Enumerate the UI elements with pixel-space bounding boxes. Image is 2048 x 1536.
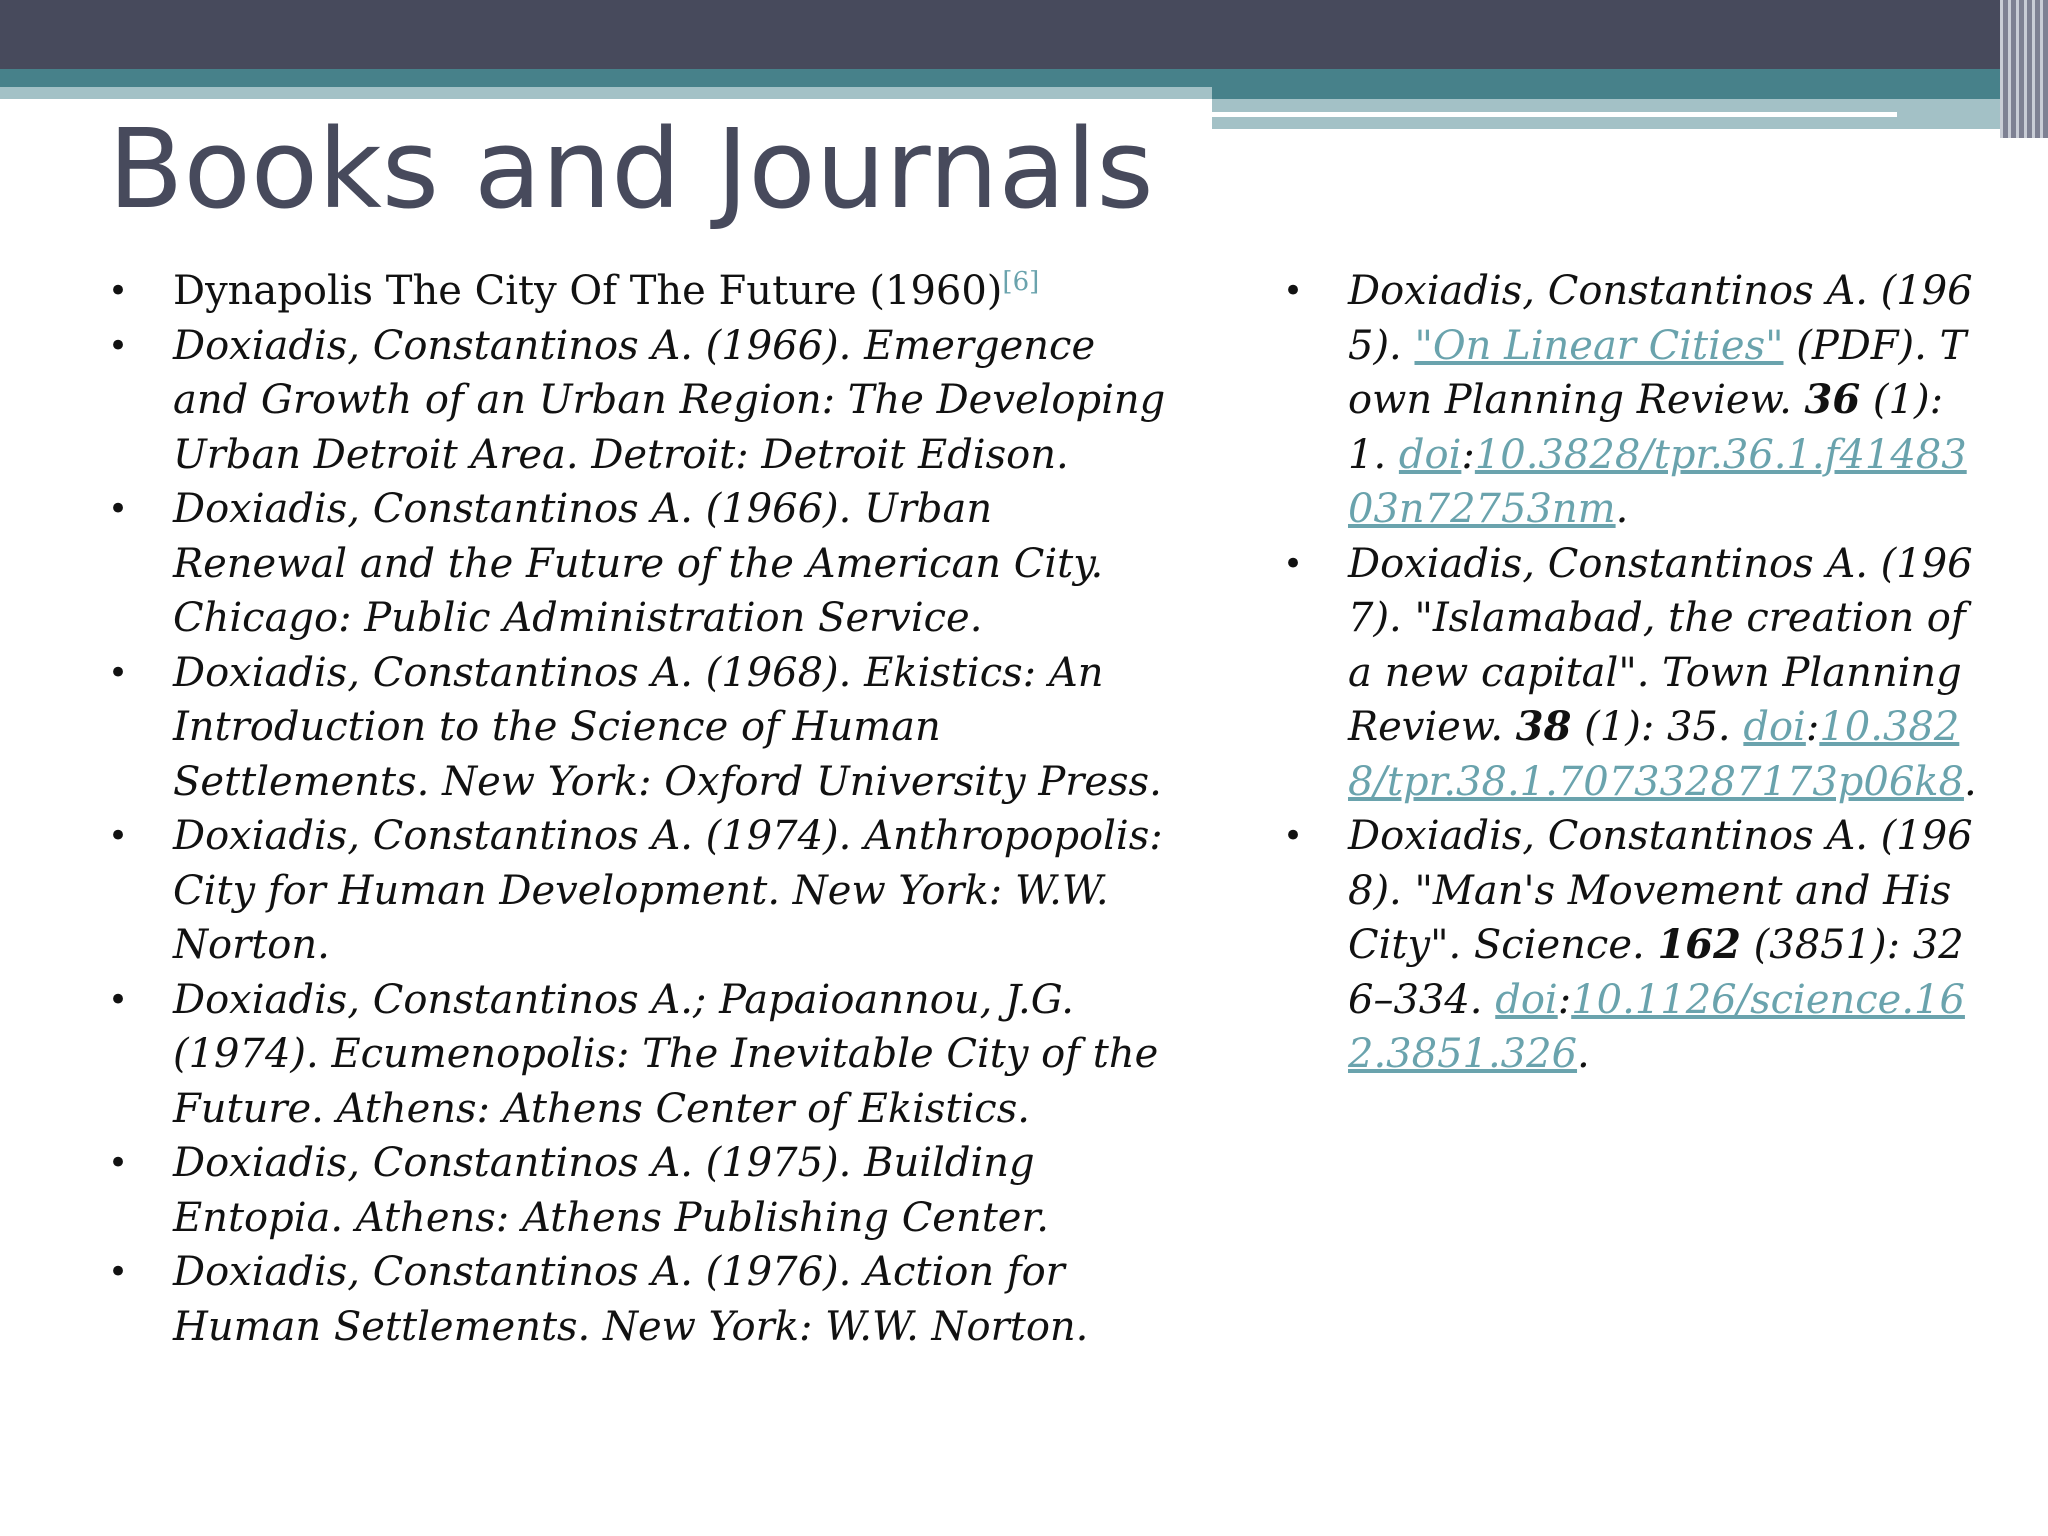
header-white-line	[1212, 112, 1897, 117]
right-reference-list	[1283, 264, 1983, 1082]
citation-link[interactable]: [6]	[1002, 267, 1040, 297]
list-item	[1283, 264, 1983, 537]
doi-value-link[interactable]: 10.1126/science.162.3851.326	[1348, 976, 1965, 1077]
header-band-dark	[0, 0, 2048, 69]
reference-text: (PDF). Town Planning Review.	[1348, 322, 1967, 423]
header-band-light-left	[0, 87, 1212, 99]
volume-number: 36	[1804, 376, 1861, 423]
header-band-teal-right	[1212, 69, 2048, 99]
doi-label-link[interactable]: doi	[1495, 976, 1558, 1023]
doi-value-link[interactable]: 10.3828/tpr.38.1.70733287173p06k8	[1348, 704, 1964, 805]
reference-text: Dynapolis The City Of The Future (1960)	[173, 268, 1003, 314]
list-item	[108, 1245, 1173, 1354]
reference-end: .	[1615, 486, 1629, 532]
article-title-link[interactable]: "On Linear Cities"	[1414, 322, 1784, 369]
reference-text: Doxiadis, Constantinos A. (1968). Ekistics: An Introduction to the Science of Human Settlements. New York: Oxford University Press.	[173, 649, 1162, 805]
issue-pages: (3851): 326–334.	[1348, 922, 1964, 1023]
doi-separator: :	[1461, 431, 1475, 478]
header-band-teal-left	[0, 69, 1212, 87]
list-item	[108, 264, 1173, 319]
header-white-block	[1212, 129, 1650, 139]
reference-text: Doxiadis, Constantinos A. (1975). Building Entopia. Athens: Athens Publishing Center.	[173, 1140, 1049, 1241]
reference-text: Doxiadis, Constantinos A. (1968). "Man's Movement and His City". Science.	[1348, 813, 1973, 968]
volume-number: 38	[1515, 703, 1572, 750]
slide-title: Books and Journals	[108, 105, 1154, 233]
doi-separator: :	[1557, 976, 1572, 1023]
doi-label-link[interactable]: doi	[1743, 704, 1806, 750]
issue-pages: (1): 1.	[1348, 377, 1944, 478]
list-item	[108, 482, 1173, 646]
volume-number: 162	[1657, 921, 1741, 968]
reference-text: Doxiadis, Constantinos A. (1966). Emergence and Growth of an Urban Region: The Developing Urban Detroit Area. Detroit: Detroit Edison.	[173, 322, 1166, 478]
doi-value-link[interactable]: 10.3828/tpr.36.1.f4148303n72753nm	[1348, 431, 1967, 532]
doi-label-link[interactable]: doi	[1398, 431, 1462, 478]
reference-text: Doxiadis, Constantinos A. (1974). Anthropopolis: City for Human Development. New York: W.W. Norton.	[173, 813, 1163, 968]
list-item	[1283, 809, 1983, 1082]
list-item	[108, 646, 1173, 810]
doi-separator: :	[1805, 704, 1820, 750]
reference-text: Doxiadis, Constantinos A. (1965).	[1348, 268, 1973, 369]
reference-text: Doxiadis, Constantinos A. (1967). "Islamabad, the creation of a new capital". Town Planning Review.	[1348, 540, 1973, 750]
reference-text: Doxiadis, Constantinos A. (1966). Urban Renewal and the Future of the American City. Chicago: Public Administration Service.	[173, 486, 1104, 641]
left-reference-list	[108, 264, 1173, 1354]
list-item	[108, 809, 1173, 973]
list-item	[108, 1136, 1173, 1245]
reference-end: .	[1963, 758, 1977, 805]
issue-pages: (1): 35.	[1571, 704, 1744, 750]
reference-end: .	[1577, 1031, 1590, 1077]
reference-text: Doxiadis, Constantinos A. (1976). Action for Human Settlements. New York: W.W. Norton.	[173, 1249, 1089, 1350]
header-stripes-decoration	[2000, 0, 2048, 138]
list-item	[108, 319, 1173, 483]
list-item	[108, 973, 1173, 1137]
list-item	[1283, 537, 1983, 810]
reference-text: Doxiadis, Constantinos A.; Papaioannou, J.G. (1974). Ecumenopolis: The Inevitable City of the Future. Athens: Athens Center of Ekistics.	[173, 976, 1159, 1132]
